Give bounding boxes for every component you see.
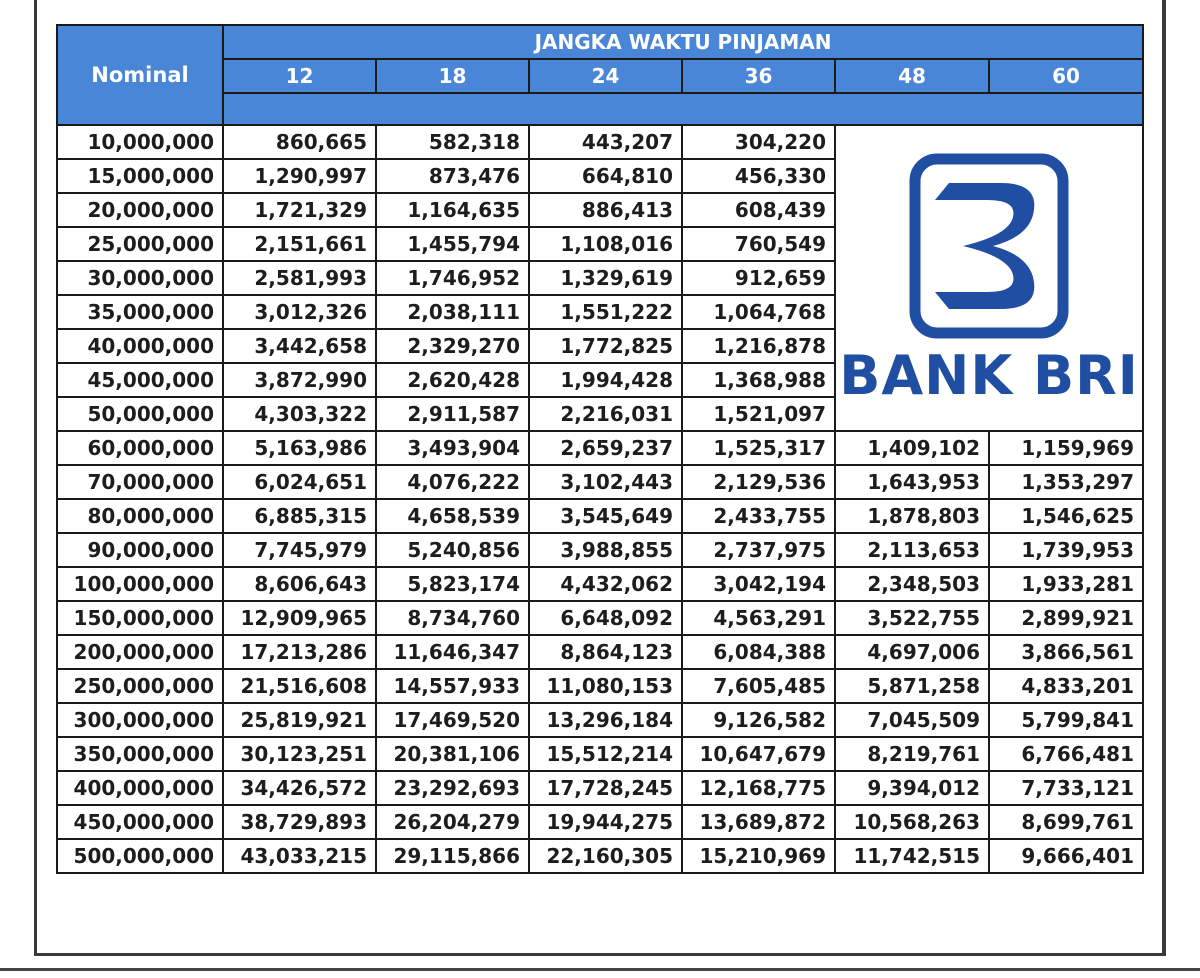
term-header: 36 — [682, 59, 835, 93]
nominal-cell: 350,000,000 — [57, 737, 223, 771]
bank-name-logo-text: BANK BRI — [839, 344, 1139, 407]
nominal-cell: 30,000,000 — [57, 261, 223, 295]
installment-cell: 17,728,245 — [529, 771, 682, 805]
frame-bottom-border — [34, 953, 1166, 956]
nominal-cell: 70,000,000 — [57, 465, 223, 499]
installment-cell: 20,381,106 — [376, 737, 529, 771]
installment-cell: 1,525,317 — [682, 431, 835, 465]
term-header: 18 — [376, 59, 529, 93]
installment-cell: 4,432,062 — [529, 567, 682, 601]
installment-cell: 6,084,388 — [682, 635, 835, 669]
installment-cell: 582,318 — [376, 125, 529, 159]
installment-cell: 13,296,184 — [529, 703, 682, 737]
installment-cell: 14,557,933 — [376, 669, 529, 703]
installment-cell: 7,733,121 — [989, 771, 1143, 805]
table-row — [57, 499, 1143, 533]
installment-cell: 12,909,965 — [223, 601, 376, 635]
installment-cell: 7,745,979 — [223, 533, 376, 567]
installment-cell: 10,647,679 — [682, 737, 835, 771]
installment-cell: 664,810 — [529, 159, 682, 193]
installment-cell: 3,872,990 — [223, 363, 376, 397]
installment-cell: 886,413 — [529, 193, 682, 227]
bri-emblem-icon — [909, 153, 1069, 339]
installment-cell: 2,737,975 — [682, 533, 835, 567]
installment-cell: 7,605,485 — [682, 669, 835, 703]
installment-cell: 7,045,509 — [835, 703, 989, 737]
installment-cell: 1,216,878 — [682, 329, 835, 363]
nominal-cell: 500,000,000 — [57, 839, 223, 873]
installment-cell: 2,433,755 — [682, 499, 835, 533]
installment-cell: 34,426,572 — [223, 771, 376, 805]
installment-cell: 1,551,222 — [529, 295, 682, 329]
nominal-cell: 450,000,000 — [57, 805, 223, 839]
installment-cell: 2,659,237 — [529, 431, 682, 465]
installment-cell: 3,866,561 — [989, 635, 1143, 669]
installment-cell: 2,151,661 — [223, 227, 376, 261]
installment-cell: 2,113,653 — [835, 533, 989, 567]
installment-cell: 1,329,619 — [529, 261, 682, 295]
installment-cell: 3,442,658 — [223, 329, 376, 363]
nominal-cell: 10,000,000 — [57, 125, 223, 159]
installment-cell: 860,665 — [223, 125, 376, 159]
installment-cell: 304,220 — [682, 125, 835, 159]
installment-cell: 29,115,866 — [376, 839, 529, 873]
installment-cell: 30,123,251 — [223, 737, 376, 771]
installment-cell: 9,126,582 — [682, 703, 835, 737]
installment-cell: 1,164,635 — [376, 193, 529, 227]
table-row — [57, 431, 1143, 465]
term-header: 12 — [223, 59, 376, 93]
nominal-cell: 20,000,000 — [57, 193, 223, 227]
nominal-cell: 300,000,000 — [57, 703, 223, 737]
installment-cell: 4,076,222 — [376, 465, 529, 499]
nominal-header: Nominal — [57, 25, 223, 125]
installment-cell: 443,207 — [529, 125, 682, 159]
installment-cell: 2,329,270 — [376, 329, 529, 363]
installment-cell: 3,522,755 — [835, 601, 989, 635]
installment-cell: 1,739,953 — [989, 533, 1143, 567]
installment-cell: 2,129,536 — [682, 465, 835, 499]
installment-cell: 19,944,275 — [529, 805, 682, 839]
installment-cell: 2,899,921 — [989, 601, 1143, 635]
term-group-header: JANGKA WAKTU PINJAMAN — [223, 25, 1143, 59]
table-row — [57, 601, 1143, 635]
installment-cell: 2,581,993 — [223, 261, 376, 295]
installment-cell: 1,772,825 — [529, 329, 682, 363]
term-header: 60 — [989, 59, 1143, 93]
installment-cell: 1,521,097 — [682, 397, 835, 431]
installment-cell: 1,721,329 — [223, 193, 376, 227]
installment-cell: 5,871,258 — [835, 669, 989, 703]
installment-cell: 9,666,401 — [989, 839, 1143, 873]
table-body — [57, 125, 1143, 873]
installment-cell: 11,646,347 — [376, 635, 529, 669]
installment-cell: 9,394,012 — [835, 771, 989, 805]
table-row — [57, 125, 1143, 159]
installment-cell: 1,643,953 — [835, 465, 989, 499]
installment-cell: 8,219,761 — [835, 737, 989, 771]
installment-cell: 13,689,872 — [682, 805, 835, 839]
installment-cell: 4,563,291 — [682, 601, 835, 635]
installment-cell: 25,819,921 — [223, 703, 376, 737]
installment-cell: 3,493,904 — [376, 431, 529, 465]
installment-cell: 6,648,092 — [529, 601, 682, 635]
installment-cell: 5,823,174 — [376, 567, 529, 601]
nominal-cell: 100,000,000 — [57, 567, 223, 601]
table-row — [57, 737, 1143, 771]
installment-cell: 6,766,481 — [989, 737, 1143, 771]
installment-cell: 2,620,428 — [376, 363, 529, 397]
table-row — [57, 465, 1143, 499]
installment-cell: 1,746,952 — [376, 261, 529, 295]
installment-cell: 2,038,111 — [376, 295, 529, 329]
installment-cell: 22,160,305 — [529, 839, 682, 873]
installment-cell: 15,512,214 — [529, 737, 682, 771]
installment-cell: 1,546,625 — [989, 499, 1143, 533]
bank-logo — [836, 126, 1142, 430]
installment-cell: 8,734,760 — [376, 601, 529, 635]
table-row — [57, 669, 1143, 703]
nominal-cell: 150,000,000 — [57, 601, 223, 635]
loan-installment-table — [56, 24, 1144, 874]
installment-cell: 4,833,201 — [989, 669, 1143, 703]
installment-cell: 1,353,297 — [989, 465, 1143, 499]
installment-cell: 1,064,768 — [682, 295, 835, 329]
installment-cell: 1,108,016 — [529, 227, 682, 261]
table-row — [57, 533, 1143, 567]
installment-cell: 608,439 — [682, 193, 835, 227]
installment-cell: 10,568,263 — [835, 805, 989, 839]
installment-cell: 8,699,761 — [989, 805, 1143, 839]
installment-cell: 21,516,608 — [223, 669, 376, 703]
installment-cell: 5,799,841 — [989, 703, 1143, 737]
installment-cell: 3,012,326 — [223, 295, 376, 329]
installment-cell: 5,240,856 — [376, 533, 529, 567]
installment-cell: 1,290,997 — [223, 159, 376, 193]
nominal-cell: 90,000,000 — [57, 533, 223, 567]
nominal-cell: 200,000,000 — [57, 635, 223, 669]
installment-cell: 456,330 — [682, 159, 835, 193]
installment-cell: 4,697,006 — [835, 635, 989, 669]
installment-cell: 8,864,123 — [529, 635, 682, 669]
installment-cell: 8,606,643 — [223, 567, 376, 601]
installment-cell: 1,878,803 — [835, 499, 989, 533]
installment-cell: 3,042,194 — [682, 567, 835, 601]
installment-cell: 912,659 — [682, 261, 835, 295]
nominal-cell: 25,000,000 — [57, 227, 223, 261]
table-row — [57, 771, 1143, 805]
term-header: 48 — [835, 59, 989, 93]
frame-right-border — [1162, 0, 1166, 956]
installment-cell: 1,409,102 — [835, 431, 989, 465]
installment-cell: 1,994,428 — [529, 363, 682, 397]
page-bottom-rule — [0, 968, 1200, 971]
installment-cell: 11,742,515 — [835, 839, 989, 873]
installment-cell: 4,658,539 — [376, 499, 529, 533]
installment-cell: 12,168,775 — [682, 771, 835, 805]
installment-cell: 1,933,281 — [989, 567, 1143, 601]
nominal-cell: 35,000,000 — [57, 295, 223, 329]
table-row — [57, 839, 1143, 873]
installment-cell: 3,102,443 — [529, 465, 682, 499]
frame-left-border — [34, 0, 37, 956]
installment-cell: 2,348,503 — [835, 567, 989, 601]
nominal-cell: 15,000,000 — [57, 159, 223, 193]
table-row — [57, 805, 1143, 839]
nominal-cell: 40,000,000 — [57, 329, 223, 363]
installment-cell: 3,545,649 — [529, 499, 682, 533]
nominal-cell: 60,000,000 — [57, 431, 223, 465]
installment-cell: 1,159,969 — [989, 431, 1143, 465]
nominal-cell: 250,000,000 — [57, 669, 223, 703]
installment-cell: 43,033,215 — [223, 839, 376, 873]
nominal-cell: 50,000,000 — [57, 397, 223, 431]
table-row — [57, 567, 1143, 601]
installment-cell: 873,476 — [376, 159, 529, 193]
installment-cell: 17,469,520 — [376, 703, 529, 737]
nominal-cell: 80,000,000 — [57, 499, 223, 533]
installment-cell: 23,292,693 — [376, 771, 529, 805]
installment-cell: 1,368,988 — [682, 363, 835, 397]
installment-cell: 26,204,279 — [376, 805, 529, 839]
installment-cell: 4,303,322 — [223, 397, 376, 431]
installment-cell: 6,885,315 — [223, 499, 376, 533]
installment-cell: 2,216,031 — [529, 397, 682, 431]
nominal-cell: 400,000,000 — [57, 771, 223, 805]
installment-cell: 3,988,855 — [529, 533, 682, 567]
installment-cell: 6,024,651 — [223, 465, 376, 499]
nominal-cell: 45,000,000 — [57, 363, 223, 397]
term-header: 24 — [529, 59, 682, 93]
table-row — [57, 703, 1143, 737]
installment-cell: 5,163,986 — [223, 431, 376, 465]
header-spacer — [223, 93, 1143, 125]
installment-cell: 760,549 — [682, 227, 835, 261]
installment-cell: 2,911,587 — [376, 397, 529, 431]
installment-cell: 38,729,893 — [223, 805, 376, 839]
installment-cell: 17,213,286 — [223, 635, 376, 669]
logo-cell — [835, 125, 1143, 431]
installment-cell: 11,080,153 — [529, 669, 682, 703]
installment-cell: 15,210,969 — [682, 839, 835, 873]
installment-cell: 1,455,794 — [376, 227, 529, 261]
table-row — [57, 635, 1143, 669]
